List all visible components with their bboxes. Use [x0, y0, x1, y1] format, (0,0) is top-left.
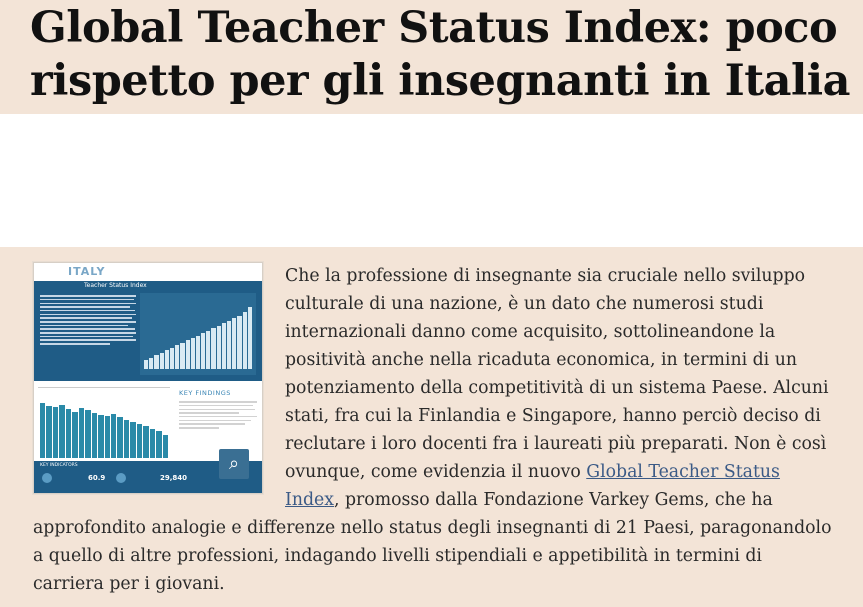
infographic-top-chart: [140, 293, 256, 375]
article-headline: Global Teacher Status Index: poco rispetto per gli insegnanti in Italia: [30, 3, 850, 106]
person-icon: [42, 473, 52, 483]
infographic-band-title: Teacher Status Index: [84, 282, 147, 289]
article-body: [33, 262, 833, 598]
global-teacher-status-index-link[interactable]: Global Teacher Status Index: [285, 462, 780, 510]
infographic-stat-1: 60.9: [88, 474, 106, 482]
infographic-paragraph: [40, 293, 136, 347]
infographic-footer-label: KEY INDICATORS: [40, 463, 78, 468]
paragraph-text-start: Che la professione di insegnante sia cruciale nello sviluppo culturale di una nazione, è un dato che numerosi studi internazionali danno come acquisito, sottolineandone la positività anche nella ricaduta economica, in termini di un potenziamento della competitività di un sistema Paese. Alcuni stati, fra cui la Finlandia e Singapore, hanno perciò deciso di reclutare i loro docenti fra i laureati più preparati. Non è così ovunque, come evidenzia il nuovo: [285, 266, 829, 482]
salary-icon: [116, 473, 126, 483]
infographic-bottom-chart: [38, 387, 170, 458]
infographic-findings-text: [179, 399, 257, 431]
infographic-findings-title: KEY FINDINGS: [179, 389, 231, 397]
paragraph-text-end: , promosso dalla Fondazione Varkey Gems, che ha approfondito analogie e differenze nello status degli insegnanti di 21 Paesi, paragonandolo a quello di altre professioni, indagando livelli stipendiali e appetibilità in termini di carriera per i giovani.: [33, 490, 832, 594]
infographic-country-label: ITALY: [68, 265, 106, 278]
ad-banner-slot: [0, 114, 863, 247]
infographic-thumbnail[interactable]: [33, 262, 263, 494]
magnifier-icon[interactable]: ⌕: [219, 449, 249, 479]
infographic-stat-2: 29,840: [160, 474, 188, 482]
